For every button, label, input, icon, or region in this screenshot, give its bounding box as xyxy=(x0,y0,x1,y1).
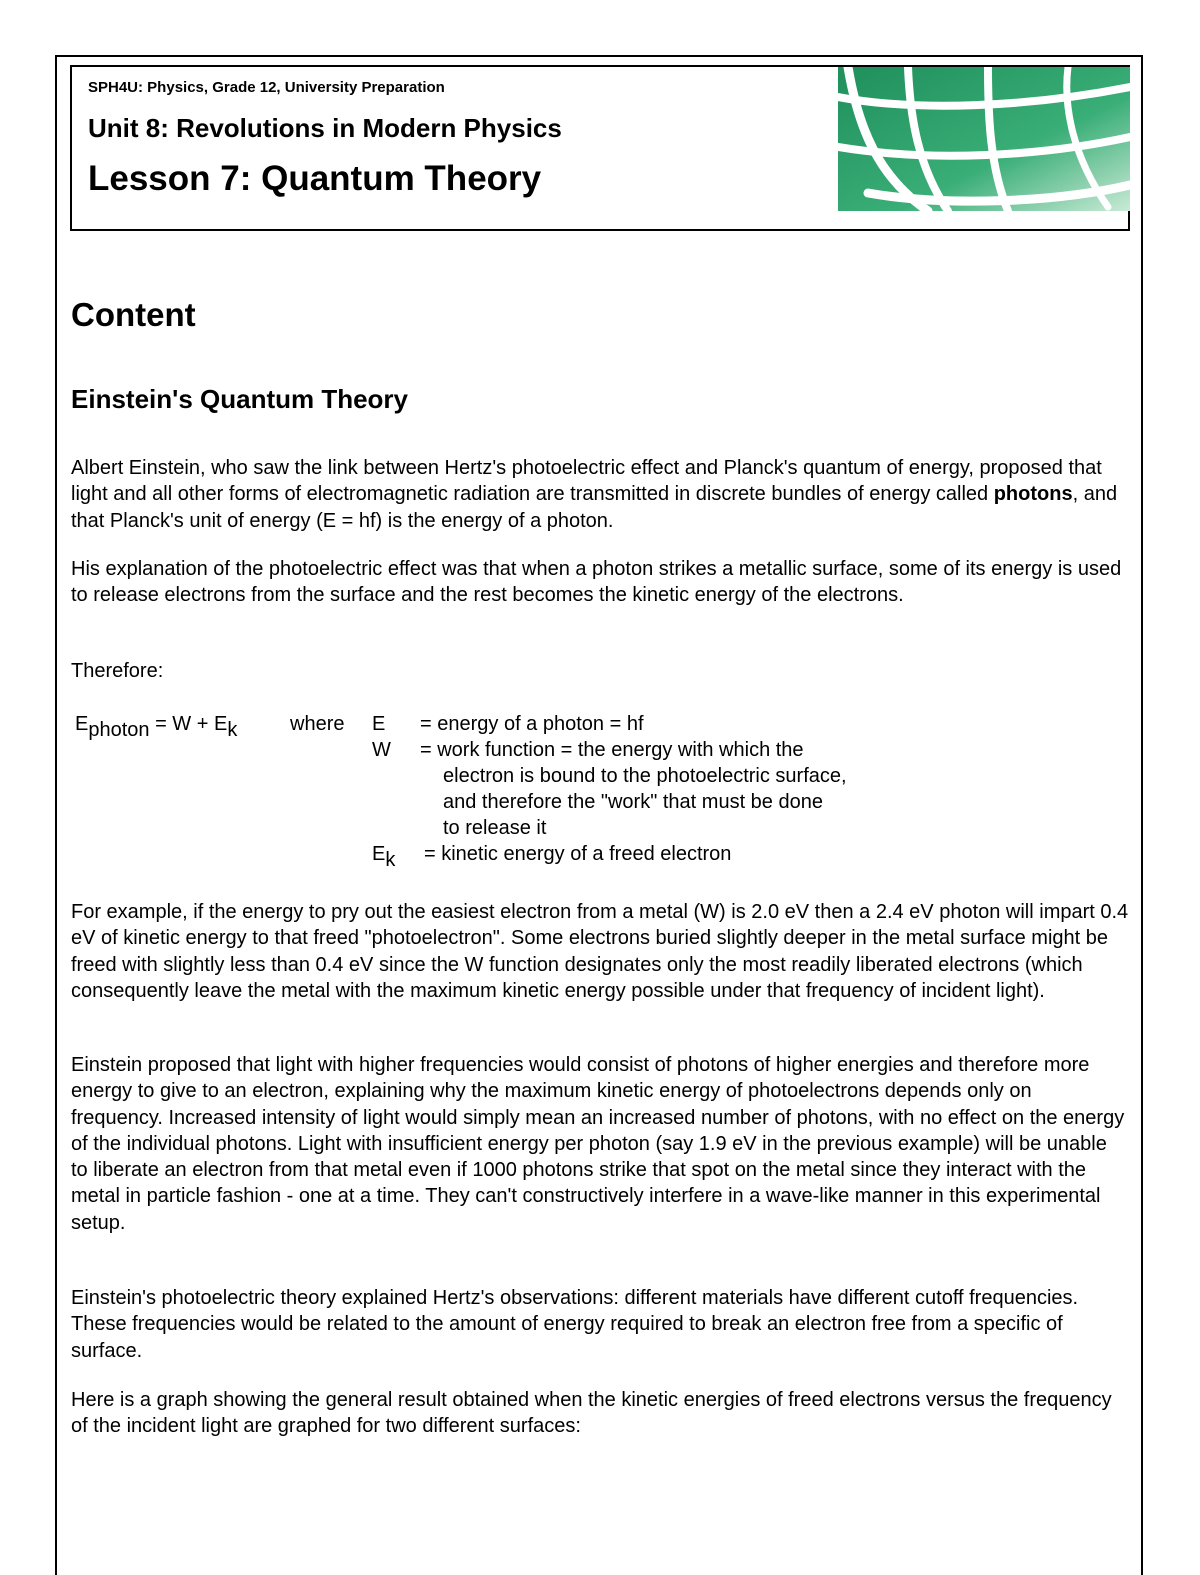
def-w-line2: electron is bound to the photoelectric surface, xyxy=(443,765,847,787)
lesson-header xyxy=(70,65,1130,231)
def-w-line3: and therefore the "work" that must be done xyxy=(443,791,823,813)
paragraph-explanation: His explanation of the photoelectric effect was that when a photon strikes a metallic surface, some of its energy is used to release electrons from the surface and the rest becomes the kinetic energy of the electrons. xyxy=(71,558,1122,607)
paragraph-example: For example, if the energy to pry out the easiest electron from a metal (W) is 2.0 eV then a 2.4 eV photon will impart 0.4 eV of kinetic energy to that freed "photoelectron". Some electrons buried slightly deeper in the metal surface might be freed with slightly less than 0.4 eV since the W function designates only the most readily liberated electrons (which consequently leave the metal with the maximum kinetic energy possible under that frequency of incident light). xyxy=(71,901,1129,1002)
paragraph-therefore: Therefore: xyxy=(71,660,164,682)
equation-lhs: $E_{photon} = W + E_k$ xyxy=(75,713,238,741)
globe-logo xyxy=(838,67,1130,211)
paragraph-photons xyxy=(71,455,1129,534)
def-e-text: = energy of a photon = hf xyxy=(420,713,644,735)
paragraph-frequencies: Einstein proposed that light with higher frequencies would consist of photons of higher energies and therefore more energy to give to an electron, explaining why the maximum kinetic energy of photoelectrons depends only on frequency. Increased intensity of light would simply mean an increased number of photons, with no effect on the energy of the individual photons. Light with insufficient energy per photon (say 1.9 eV in the previous example) will be unable to liberate an electron from that metal even if 1000 photons strike that spot on the metal since they interact with the metal in particle fashion - one at a time. They can't constructively interfere in a wave-like manner in this experimental setup. xyxy=(71,1054,1125,1234)
paragraph-hertz: Einstein's photoelectric theory explained Hertz's observations: different materials have different cutoff frequencies. These frequencies would be related to the amount of energy required to break an electron free from a specific of surface. xyxy=(71,1287,1079,1362)
lesson-title: Lesson 7: Quantum Theory xyxy=(88,159,542,198)
def-ek-symbol: $E_k$ xyxy=(372,843,396,871)
paragraph-text: , and that Planck's unit of energy (E = hf) is the energy of a photon. xyxy=(71,483,1118,532)
content-heading: Content xyxy=(71,296,196,333)
paragraph-graph-intro: Here is a graph showing the general result obtained when the kinetic energies of freed electrons versus the frequency of the incident light are graphed for two different surfaces: xyxy=(71,1389,1112,1438)
def-e-symbol: E xyxy=(372,713,386,735)
def-w-text: = work function = the energy with which the xyxy=(420,739,804,761)
def-w-symbol: W xyxy=(372,739,391,761)
paragraph-text: Albert Einstein, who saw the link between Hertz's photoelectric effect and Planck's quantum of energy, proposed that light and all other forms of electromagnetic radiation are transmitted in discrete bundles of energy called xyxy=(71,457,1102,506)
def-ek-text: = kinetic energy of a freed electron xyxy=(424,843,732,865)
where-label: where xyxy=(290,713,345,735)
course-label: SPH4U: Physics, Grade 12, University Preparation xyxy=(88,79,445,96)
photoelectric-equation xyxy=(71,711,971,871)
def-w-line4: to release it xyxy=(443,817,547,839)
section-heading: Einstein's Quantum Theory xyxy=(71,384,409,414)
unit-title: Unit 8: Revolutions in Modern Physics xyxy=(88,113,562,143)
term-photons: photons xyxy=(993,483,1073,506)
